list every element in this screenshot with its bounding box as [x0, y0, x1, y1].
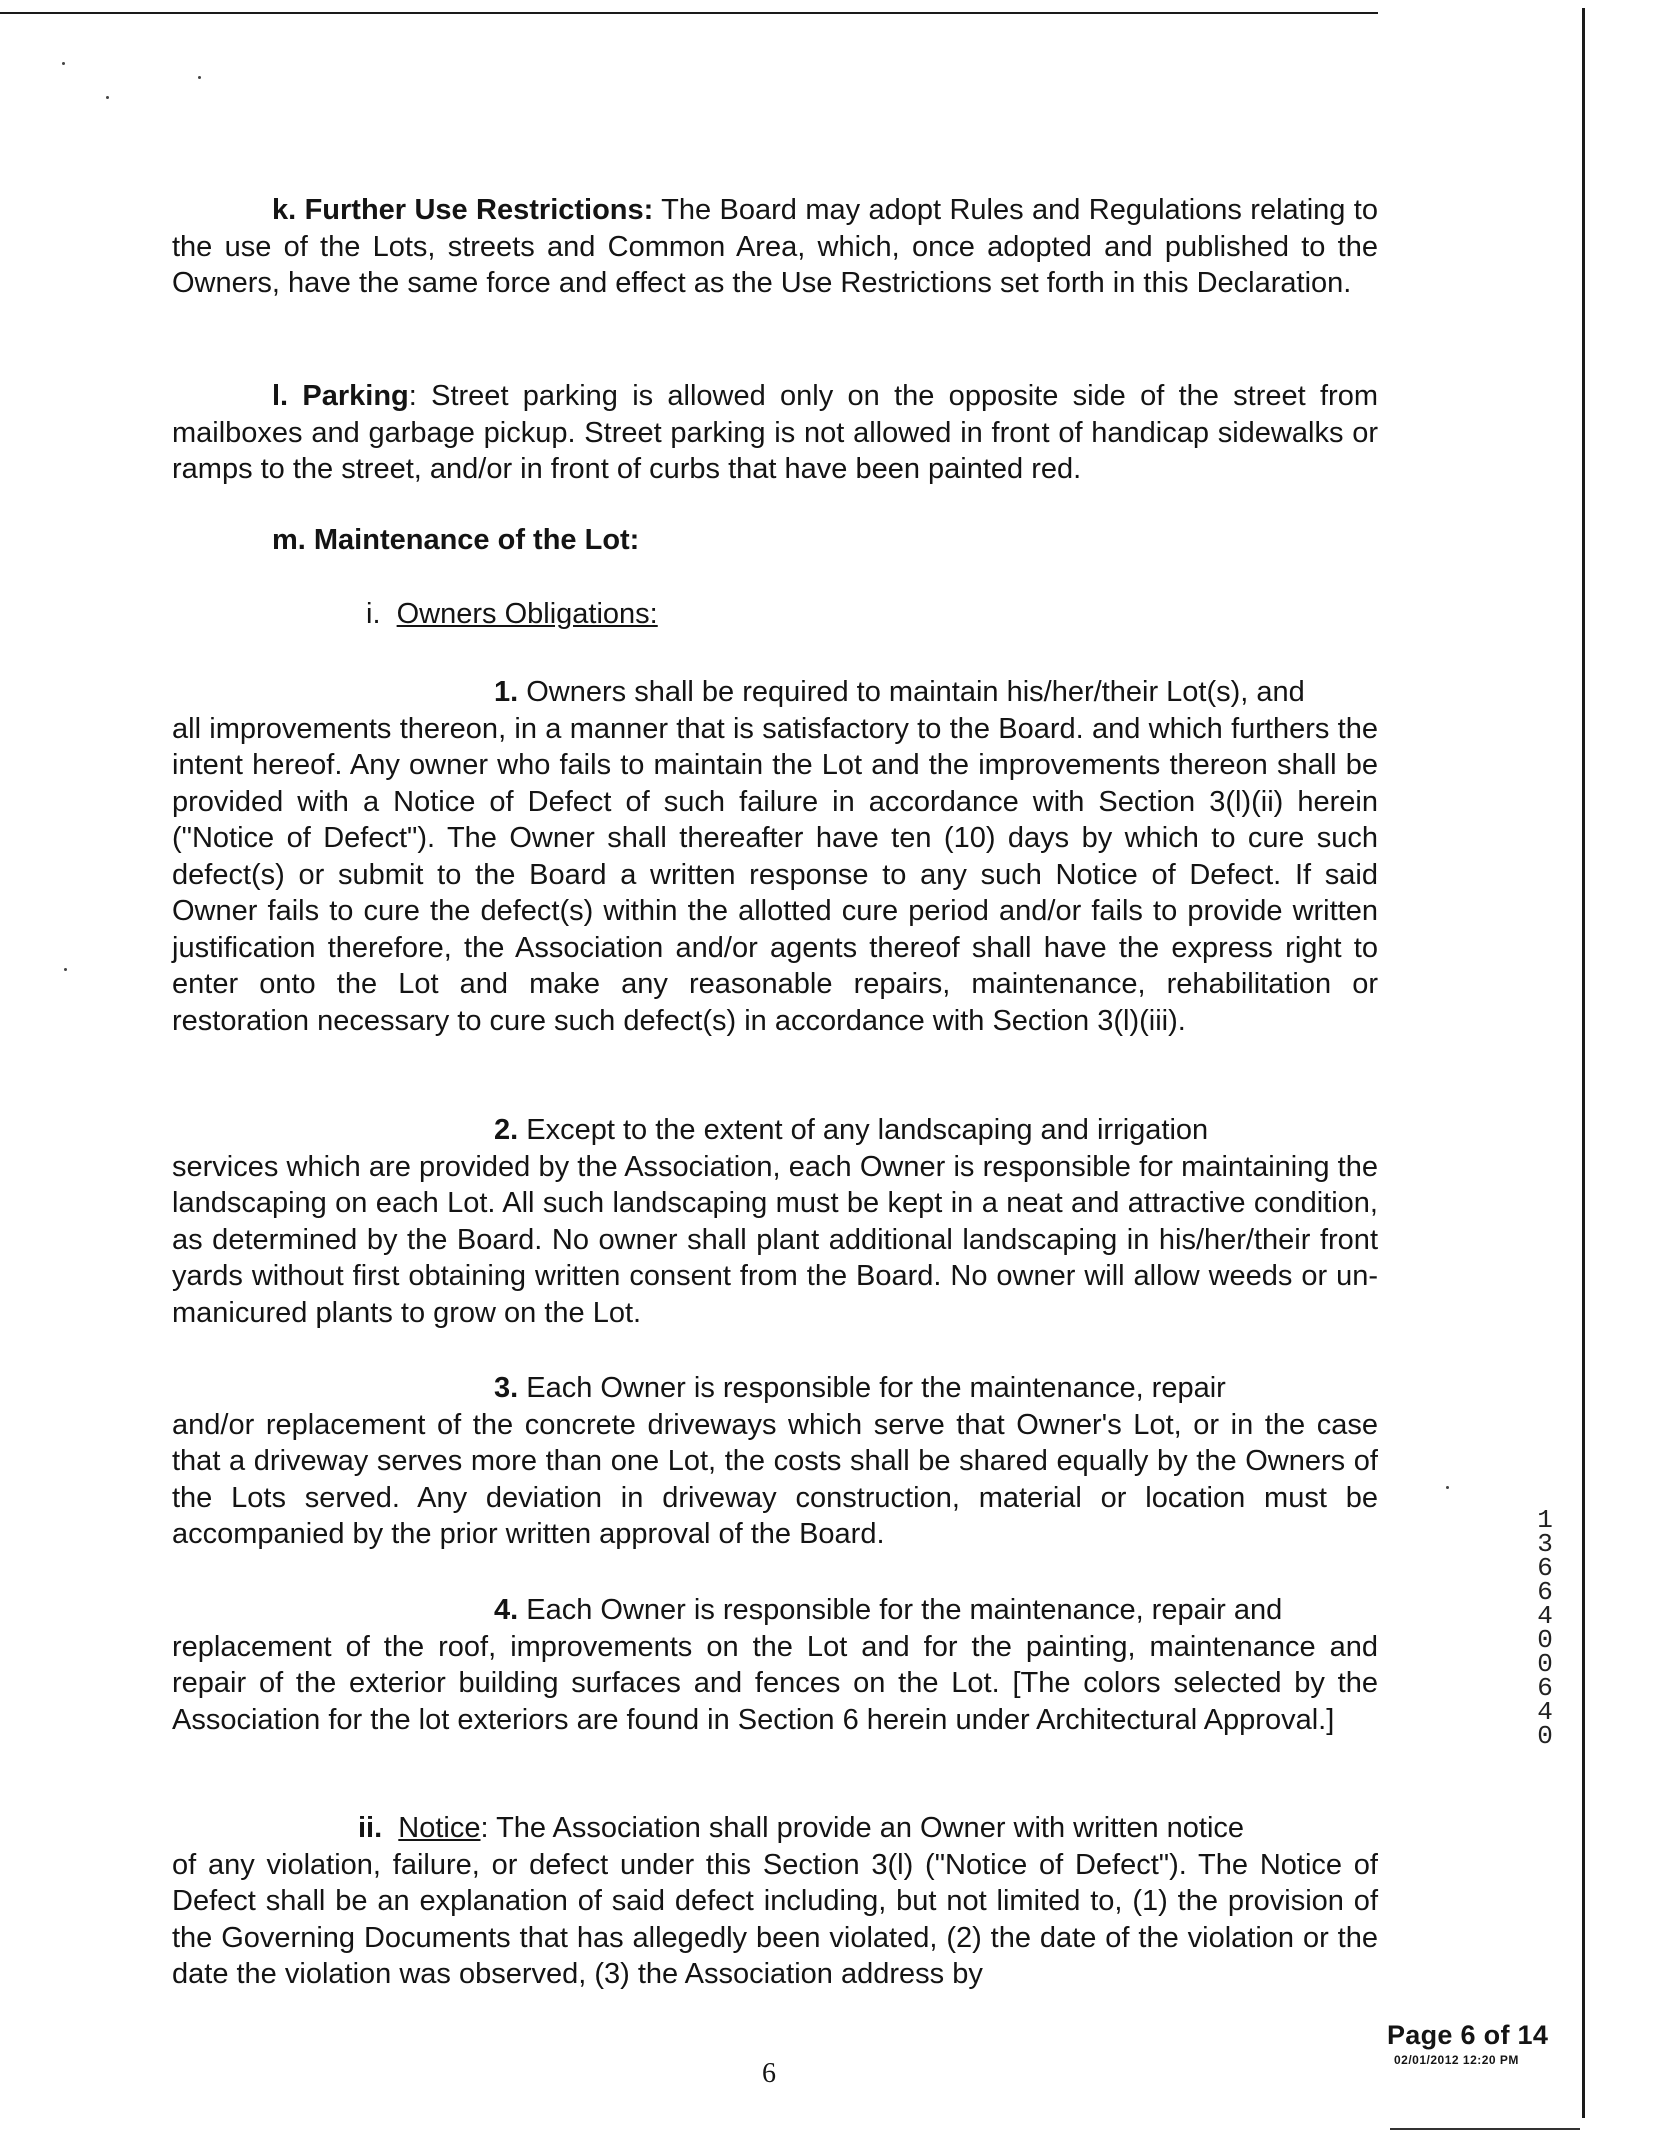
item-3-text: and/or replacement of the concrete driveways which serve that Owner's Lot, or in the case that a driveway serves more than one Lot, the costs shall be shared equally by the Owners of the Lots served. Any deviation in driveway construction, material or location must be accompanied by the prior written approval of the Board.: [172, 1408, 1378, 1550]
section-l-paragraph: [172, 378, 1378, 488]
item-4-first-line: [172, 1592, 1378, 1629]
item-2-number: 2.: [494, 1114, 519, 1146]
item-4-paragraph: [172, 1592, 1378, 1738]
subsection-i-title: Owners Obligations:: [396, 598, 658, 630]
item-1-number: 1.: [494, 676, 519, 708]
item-3-number: 3.: [494, 1372, 519, 1404]
item-2-first-text: Except to the extent of any landscaping and irrigation: [518, 1114, 1209, 1146]
item-2-paragraph: [172, 1112, 1378, 1331]
subsection-ii-first-text: : The Association shall provide an Owner with written notice: [480, 1812, 1245, 1844]
scan-speck: [106, 96, 109, 99]
top-border-rule: [0, 12, 1378, 14]
item-1-first-text: Owners shall be required to maintain his/her/their Lot(s), and: [518, 676, 1305, 708]
right-border-rule: [1582, 8, 1585, 2118]
subsection-ii-first-line: [172, 1810, 1378, 1847]
item-2-text: services which are provided by the Association, each Owner is responsible for maintaining the landscaping on each Lot. All such landscaping must be kept in a neat and attractive condition, as determined by the Board. No owner shall plant additional landscaping in his/her/their front yards without first obtaining written consent from the Board. No owner will allow weeds or un-manicured plants to grow on the Lot.: [172, 1150, 1378, 1329]
section-l-label: l. Parking: [272, 380, 409, 412]
subsection-i-number: i.: [366, 598, 381, 630]
print-timestamp: 02/01/2012 12:20 PM: [1394, 2053, 1519, 2067]
item-3-first-line: [172, 1370, 1378, 1407]
subsection-ii-number: ii.: [358, 1812, 383, 1844]
item-1-paragraph: [172, 674, 1378, 1039]
item-4-text: replacement of the roof, improvements on the Lot and for the painting, maintenance and repair of the exterior building surfaces and fences on the Lot. [The colors selected by the Association for the lot exteriors are found in Section 6 herein under Architectural Approval.]: [172, 1630, 1378, 1736]
section-k-text: The Board may adopt Rules and Regulations relating to the use of the Lots, streets and Common Area, which, once adopted and published to the Owners, have the same force and effect as the Use Restrictions set forth in this Declaration.: [172, 194, 1378, 299]
recording-stamp-number: 13664 00640: [1537, 1505, 1553, 1751]
bottom-border-rule: [1390, 2128, 1580, 2130]
item-1-first-line: [172, 674, 1378, 711]
subsection-ii-title: Notice: [398, 1812, 481, 1844]
item-3-first-text: Each Owner is responsible for the maintenance, repair: [518, 1372, 1226, 1404]
scan-speck: [64, 968, 67, 971]
subsection-i-heading: [366, 596, 658, 633]
scan-speck: [198, 76, 201, 79]
item-4-number: 4.: [494, 1594, 519, 1626]
section-l-text: : Street parking is allowed only on the opposite side of the street from mailboxes and garbage pickup. Street parking is not allowed in front of handicap sidewalks or ramps to the street, and/or in front of curbs that have been painted red.: [172, 380, 1378, 485]
page-count-label: Page 6 of 14: [1387, 2020, 1549, 2050]
page-number: 6: [762, 2058, 776, 2089]
section-k-paragraph: [172, 192, 1378, 302]
item-1-text: all improvements thereon, in a manner that is satisfactory to the Board. and which furthers the intent hereof. Any owner who fails to maintain the Lot and the improvements thereon shall be provided with a Notice of Defect of such failure in accordance with Section 3(l)(ii) herein ("Notice of Defect"). The Owner shall thereafter have ten (10) days by which to cure such defect(s) or submit to the Board a written response to any such Notice of Defect. If said Owner fails to cure the defect(s) within the allotted cure period and/or fails to provide written justification therefore, the Association and/or agents thereof shall have the express right to enter onto the Lot and make any reasonable repairs, maintenance, rehabilitation or restoration necessary to cure such defect(s) in accordance with Section 3(l)(iii).: [172, 712, 1378, 1037]
section-m-heading: m. Maintenance of the Lot:: [272, 524, 640, 556]
item-4-first-text: Each Owner is responsible for the maintenance, repair and: [518, 1594, 1283, 1626]
section-k-label: k. Further Use Restrictions:: [272, 194, 654, 226]
item-3-paragraph: [172, 1370, 1378, 1553]
subsection-ii-text: of any violation, failure, or defect under this Section 3(l) ("Notice of Defect"). The Notice of Defect shall be an explanation of said defect including, but not limited to, (1) the provision of the Governing Documents that has allegedly been violated, (2) the date of the violation or the date the violation was observed, (3) the Association address by: [172, 1848, 1378, 1990]
subsection-ii-paragraph: [172, 1810, 1378, 1993]
scan-speck: [1446, 1486, 1449, 1489]
scan-speck: [62, 62, 65, 65]
item-2-first-line: [172, 1112, 1378, 1149]
